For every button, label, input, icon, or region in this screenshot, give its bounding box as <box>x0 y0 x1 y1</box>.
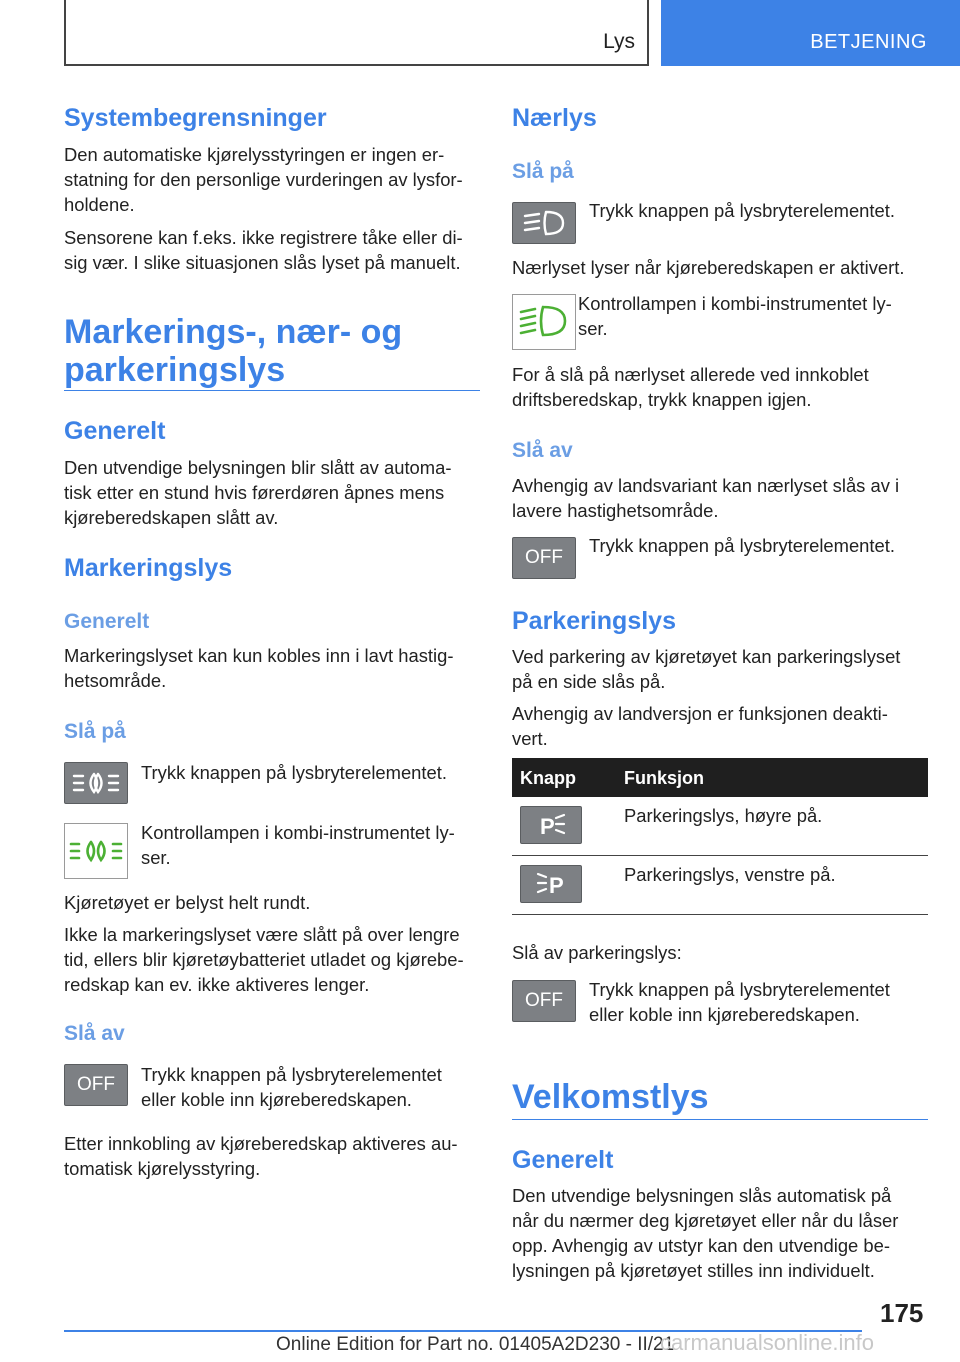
main-title-rule <box>64 390 480 391</box>
low-beam-lamp-text: Kontrollampen i kombi-instrumentet ly- ser. <box>578 293 892 339</box>
parking-off-label: Slå av parkeringslys: <box>512 942 682 963</box>
svg-text:P: P <box>549 873 564 898</box>
welcome-general-heading: Generelt <box>512 1146 614 1174</box>
limits-paragraph-1: Den automatiske kjørelysstyringen er ingen er- statning for den personlige vurderingen av lysfor- holdene. <box>64 144 463 215</box>
off-button-icon: OFF <box>64 1064 128 1106</box>
header-section-title: Lys <box>603 30 635 53</box>
general-paragraph: Den utvendige belysningen blir slått av automa- tisk etter en stund hvis førerdøren åpnes mens kjøreberedskapen slått av. <box>64 457 452 528</box>
marker-off-after-paragraph: Etter innkobling av kjøreberedskap aktiveres au- tomatisk kjørelysstyring. <box>64 1133 458 1179</box>
footer-edition: Online Edition for Part no. 01405A2D230 - II/21 <box>276 1334 675 1355</box>
low-beam-heading: Nærlys <box>512 104 597 132</box>
low-beam-off-heading: Slå av <box>512 439 573 462</box>
low-beam-on-heading: Slå på <box>512 160 574 183</box>
marker-off-heading: Slå av <box>64 1022 125 1045</box>
parking-off-press-text: Trykk knappen på lysbryterelementet eller koble inn kjøreberedskapen. <box>589 979 890 1025</box>
side-marker-button-icon <box>64 762 128 804</box>
parking-left-button-icon <box>520 865 582 903</box>
limits-heading: Systembegrensninger <box>64 104 327 132</box>
marker-heading: Markeringslys <box>64 554 233 582</box>
footer-watermark: carmanualsonline.info <box>660 1330 875 1355</box>
marker-general-heading: Generelt <box>64 610 150 633</box>
table-row <box>512 797 928 856</box>
low-beam-off-paragraph: Avhengig av landsvariant kan nærlyset slås av i lavere hastighetsområde. <box>512 475 900 521</box>
welcome-title: Velkomstlys <box>512 1078 709 1116</box>
table-row-function: Parkeringslys, høyre på. <box>624 805 823 826</box>
header-chapter-title: BETJENING <box>810 31 927 53</box>
table-header-function: Funksjon <box>624 768 704 788</box>
marker-general-paragraph: Markeringslyset kan kun kobles inn i lavt hastig- hetsområde. <box>64 645 454 691</box>
parking-paragraph-2: Avhengig av landversjon er funksjonen deakti- vert. <box>512 703 888 749</box>
marker-lit-text: Kjøretøyet er belyst helt rundt. <box>64 892 311 913</box>
header-chapter-tab <box>661 0 960 66</box>
side-marker-lamp-icon <box>64 823 128 879</box>
marker-on-press-text: Trykk knappen på lysbryterelementet. <box>141 762 447 783</box>
table-row-function: Parkeringslys, venstre på. <box>624 864 836 885</box>
marker-warning-paragraph: Ikke la markeringslyset være slått på over lengre tid, ellers blir kjøretøybatteriet utladet og kjørebe- redskap kan ev. ikke aktiveres lenger. <box>64 924 464 995</box>
svg-text:P: P <box>540 814 555 839</box>
low-beam-again-paragraph: For å slå på nærlyset allerede ved innkoblet driftsberedskap, trykk knappen igjen. <box>512 364 869 410</box>
table-header-button: Knapp <box>520 768 576 788</box>
low-beam-off-press-text: Trykk knappen på lysbryterelementet. <box>589 535 895 556</box>
parking-heading: Parkeringslys <box>512 607 676 635</box>
marker-off-press-text: Trykk knappen på lysbryterelementet eller koble inn kjøreberedskapen. <box>141 1064 442 1110</box>
page-number: 175 <box>880 1298 924 1328</box>
off-button-icon: OFF <box>512 537 576 579</box>
parking-right-button-icon <box>520 806 582 844</box>
welcome-title-rule <box>512 1119 928 1120</box>
table-row <box>512 856 928 915</box>
low-beam-on-press-text: Trykk knappen på lysbryterelementet. <box>589 200 895 221</box>
low-beam-lamp-icon <box>512 294 576 350</box>
table-header <box>512 758 928 797</box>
welcome-paragraph: Den utvendige belysningen slås automatisk på når du nærmer deg kjøretøyet eller når du låser opp. Avhengig av utstyr kan den utvendige be- lysningen på kjøretøyet stilles inn individuelt. <box>512 1185 899 1281</box>
marker-on-lamp-text: Kontrollampen i kombi-instrumentet ly- ser. <box>141 822 455 868</box>
general-heading: Generelt <box>64 417 166 445</box>
off-button-icon: OFF <box>512 980 576 1022</box>
low-beam-button-icon <box>512 202 576 244</box>
parking-table <box>512 758 928 915</box>
parking-paragraph-1: Ved parkering av kjøretøyet kan parkeringslyset på en side slås på. <box>512 646 901 692</box>
header-section-box <box>64 0 649 66</box>
main-title: Markerings-, nær- og parkeringslys <box>64 313 403 389</box>
limits-paragraph-2: Sensorene kan f.eks. ikke registrere tåke eller di- sig vær. I slike situasjonen slås lyset på manuelt. <box>64 227 463 273</box>
marker-on-heading: Slå på <box>64 720 126 743</box>
low-beam-lit-text: Nærlyset lyser når kjøreberedskapen er aktivert. <box>512 257 905 278</box>
